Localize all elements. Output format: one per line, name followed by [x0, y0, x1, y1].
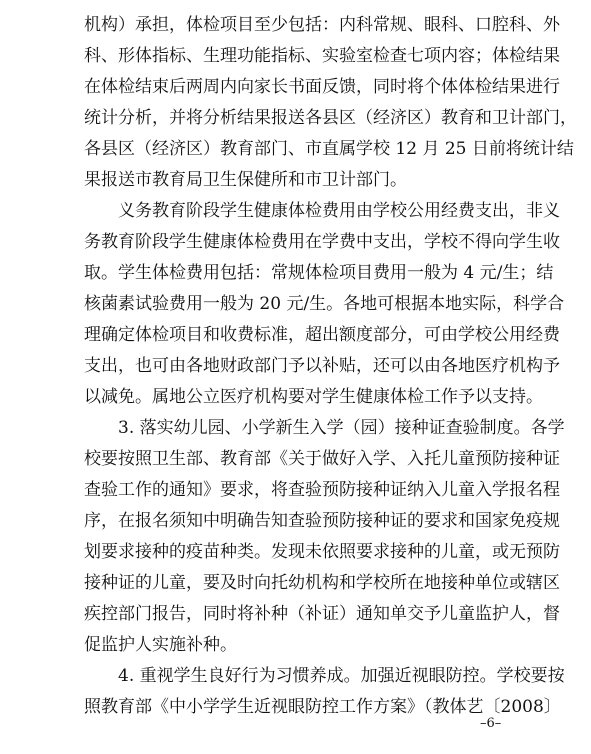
text-line: 果报送市教育局卫生保健所和市卫计部门。 — [84, 170, 407, 190]
paragraph-first-line: 4. 重视学生良好行为习惯养成。加强近视眼防控。学校要按 — [118, 666, 565, 686]
text-line: 取。学生体检费用包括：常规体检项目费用一般为 4 元/生；结 — [84, 263, 554, 283]
text-line: 在体检结束后两周内向家长书面反馈，同时将个体体检结果进行 — [84, 77, 560, 97]
text-line: 照教育部《中小学学生近视眼防控工作方案》（教体艺〔2008〕 — [84, 697, 561, 717]
text-line: 划要求接种的疫苗种类。发现未依照要求接种的儿童，或无预防 — [84, 542, 560, 562]
text-line: 接种证的儿童，要及时向托幼机构和学校所在地接种单位或辖区 — [84, 573, 560, 593]
text-line: 查验工作的通知》要求，将查验预防接种证纳入儿童入学报名程 — [84, 480, 560, 500]
text-line: 序，在报名须知中明确告知查验预防接种证的要求和国家免疫规 — [84, 511, 560, 531]
text-line: 疾控部门报告，同时将补种（补证）通知单交予儿童监护人，督 — [84, 604, 560, 624]
page-number: –6– — [480, 716, 502, 731]
text-line: 核菌素试验费用一般为 20 元/生。各地可根据本地实际，科学合 — [84, 294, 565, 314]
text-line: 促监护人实施补种。 — [84, 635, 237, 655]
paragraph-first-line: 3. 落实幼儿园、小学新生入学（园）接种证查验制度。各学 — [118, 418, 565, 438]
text-line: 科、形体指标、生理功能指标、实验室检查七项内容；体检结果 — [84, 46, 560, 66]
paragraph-first-line: 义务教育阶段学生健康体检费用由学校公用经费支出，非义 — [118, 201, 560, 221]
text-line: 统计分析，并将分析结果报送各县区（经济区）教育和卫计部门， — [84, 108, 577, 128]
text-line: 机构）承担，体检项目至少包括：内科常规、眼科、口腔科、外 — [84, 15, 560, 35]
text-line: 理确定体检项目和收费标准，超出额度部分，可由学校公用经费 — [84, 325, 560, 345]
text-line: 以减免。属地公立医疗机构要对学生健康体检工作予以支持。 — [84, 387, 543, 407]
text-line: 支出，也可由各地财政部门予以补贴，还可以由各地医疗机构予 — [84, 356, 560, 376]
text-line: 务教育阶段学生健康体检费用在学费中支出，学校不得向学生收 — [84, 232, 560, 252]
text-line: 各县区（经济区）教育部门、市直属学校 12 月 25 日前将统计结 — [84, 139, 574, 159]
text-line: 校要按照卫生部、教育部《关于做好入学、入托儿童预防接种证 — [84, 449, 560, 469]
